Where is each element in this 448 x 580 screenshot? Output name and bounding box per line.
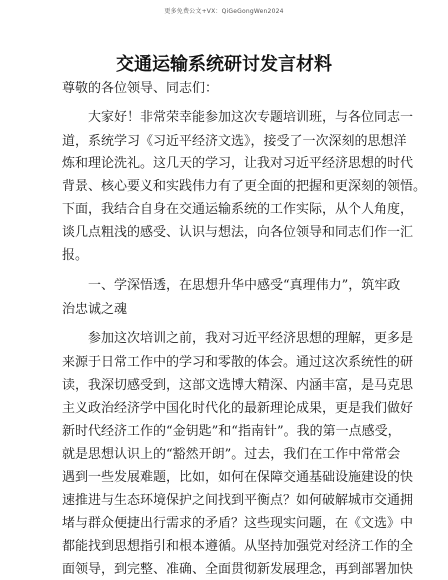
paragraph-line: 参加这次培训之前，我对习近平经济思想的理解，更多是 (88, 331, 414, 346)
paragraph-line: 速推进与生态环境保护之间找到平衡点？如何破解城市交通拥 (62, 493, 414, 508)
paragraph-line: 新时代经济工作的“金钥匙”和“指南针”。我的第一点感受， (62, 424, 401, 439)
paragraph-line: 报。 (62, 248, 89, 263)
paragraph-line: 就是思想认识上的“豁然开朗”。过去，我们在工作中常常会 (62, 447, 401, 462)
paragraph-line: 主义政治经济学中国化时代化的最新理论成果，更是我们做好 (62, 401, 414, 416)
paragraph-line: 下面，我结合自身在交通运输系统的工作实际，从个人角度， (62, 202, 414, 217)
paragraph-line: 炼和理论洗礼。这几天的学习，让我对习近平经济思想的时代 (62, 156, 414, 171)
section-heading-line: 治忠诚之魂 (62, 302, 128, 317)
paragraph-line: 都能找到思想指引和根本遵循。从坚持加强党对经济工作的全 (62, 539, 414, 554)
paragraph-line: 读，我深切感受到，这部文选博大精深、内涵丰富，是马克思 (62, 378, 414, 393)
header-note: 更多免费公文+VX：QiGeGongWen2024 (164, 8, 284, 15)
paragraph-line: 遇到一些发展难题，比如，如何在保障交通基础设施建设的快 (62, 470, 414, 485)
paragraph-line: 谈几点粗浅的感受、认识与想法，向各位领导和同志们作一汇 (62, 225, 414, 240)
section-heading-line: 一、学深悟透，在思想升华中感受“真理伟力”，筑牢政 (88, 278, 401, 293)
paragraph-line: 背景、核心要义和实践伟力有了更全面的把握和更深刻的领悟。 (62, 179, 427, 194)
document-title: 交通运输系统研讨发言材料 (116, 54, 332, 75)
paragraph-line: 大家好！非常荣幸能参加这次专题培训班，与各位同志一 (88, 110, 414, 125)
salutation-line: 尊敬的各位领导、同志们： (62, 81, 219, 96)
paragraph-line: 堵与群众便捷出行需求的矛盾？这些现实问题，在《文选》中 (62, 516, 414, 531)
paragraph-line: 来源于日常工作中的学习和零散的体会。通过这次系统性的研 (62, 355, 414, 370)
paragraph-line: 道，系统学习《习近平经济文选》，接受了一次深刻的思想洋 (62, 134, 407, 149)
paragraph-line: 面领导，到完整、准确、全面贯彻新发展理念，再到部署加快 (62, 562, 414, 577)
